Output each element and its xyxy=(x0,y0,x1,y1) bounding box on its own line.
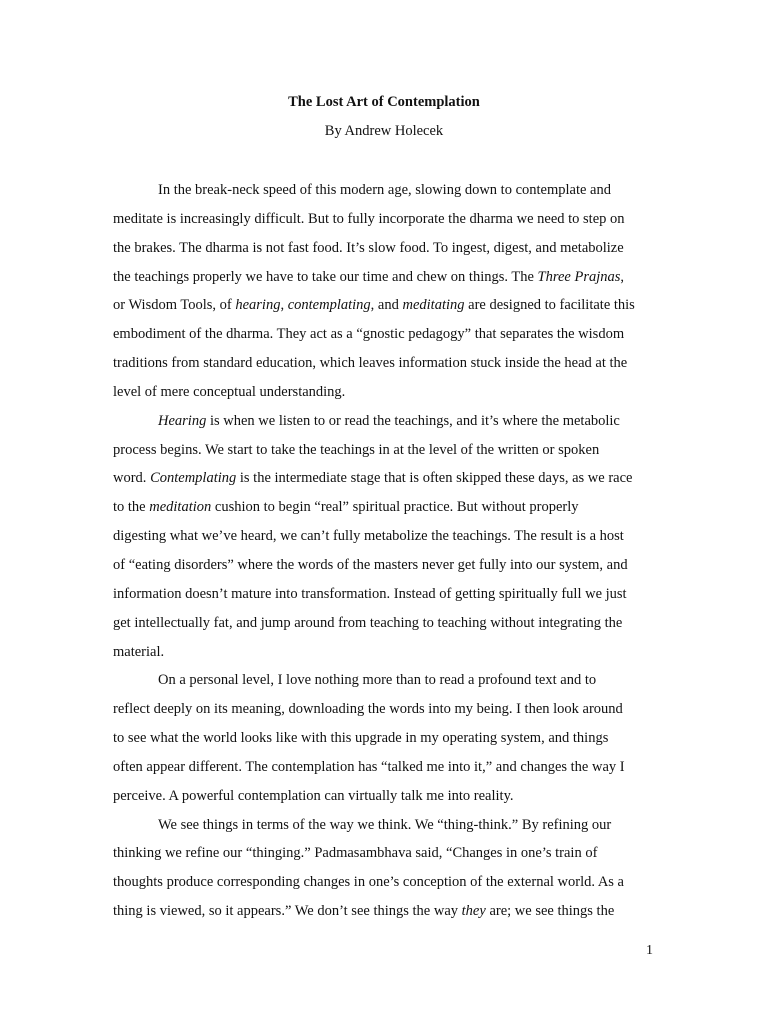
italic-text: Contemplating xyxy=(150,470,237,487)
text-run: is when we listen to or read the teachings, and it’s where the metabolic xyxy=(206,412,620,429)
text-run: , and xyxy=(370,297,403,314)
text-run: In the break-neck speed of this modern age, slowing down to contemplate and xyxy=(158,182,611,198)
text-run: meditate is increasingly difficult. But to fully incorporate the dharma we need to step on xyxy=(113,210,625,227)
text-run: of “eating disorders” where the words of the masters never get fully into our system, and xyxy=(113,556,628,573)
text-run: the brakes. The dharma is not fast food. It’s slow food. To ingest, digest, and metabolize xyxy=(113,239,624,256)
text-run: On a personal level, I love nothing more than to read a profound text and to xyxy=(158,672,597,689)
text-run: often appear different. The contemplation has “talked me into it,” and changes the way I xyxy=(113,758,625,775)
text-run: digesting what we’ve heard, we can’t fully metabolize the teachings. The result is a host xyxy=(113,528,624,545)
text-line xyxy=(113,522,661,551)
body-text xyxy=(113,176,661,926)
italic-text: they xyxy=(461,903,486,920)
text-run: level of mere conceptual understanding. xyxy=(113,383,346,400)
text-line xyxy=(113,291,661,320)
text-run: process begins. We start to take the teachings in at the level of the written or spoken xyxy=(113,441,600,458)
text-run: reflect deeply on its meaning, downloading the words into my being. I then look around xyxy=(113,701,623,718)
text-run: is the intermediate stage that is often skipped these days, as we race xyxy=(236,470,633,487)
text-run: or Wisdom Tools, of xyxy=(113,297,236,314)
text-line xyxy=(113,349,661,378)
text-run: , xyxy=(620,268,625,285)
text-line xyxy=(113,464,661,493)
text-line xyxy=(113,493,661,522)
text-line xyxy=(113,407,661,436)
text-line xyxy=(113,753,661,782)
text-line xyxy=(113,811,661,840)
text-line xyxy=(113,551,661,580)
text-line xyxy=(113,580,661,609)
page-number: 1 xyxy=(646,943,653,958)
text-line xyxy=(113,378,661,407)
italic-text: hearing xyxy=(235,297,281,314)
text-line xyxy=(113,320,661,349)
text-line xyxy=(113,839,661,868)
text-run: to see what the world looks like with this upgrade in my operating system, and things xyxy=(113,730,609,747)
text-run: We see things in terms of the way we think. We “thing-think.” By refining our xyxy=(158,816,612,833)
text-line xyxy=(113,782,661,811)
text-run: are designed to facilitate this xyxy=(464,297,635,314)
text-run: cushion to begin “real” spiritual practice. But without properly xyxy=(211,499,579,516)
text-run: the teachings properly we have to take our time and chew on things. The xyxy=(113,268,538,285)
text-line xyxy=(113,263,661,292)
text-run: get intellectually fat, and jump around from teaching to teaching without integrating the xyxy=(113,614,623,631)
text-line xyxy=(113,205,661,234)
text-run: word. xyxy=(113,470,151,487)
italic-text: Hearing xyxy=(158,412,207,429)
author-byline: By Andrew Holecek xyxy=(324,123,444,139)
text-line xyxy=(113,897,661,926)
text-run: thoughts produce corresponding changes in one’s conception of the external world. As a xyxy=(113,874,624,891)
text-line xyxy=(113,666,661,695)
text-run: information doesn’t mature into transformation. Instead of getting spiritually full we just xyxy=(113,585,627,602)
text-line xyxy=(113,176,661,205)
document-title: The Lost Art of Contemplation xyxy=(288,94,480,110)
text-run: traditions from standard education, which leaves information stuck inside the head at the xyxy=(113,355,628,372)
text-line xyxy=(113,638,661,667)
text-line xyxy=(113,868,661,897)
text-run: thing is viewed, so it appears.” We don’t see things the way xyxy=(113,903,462,920)
italic-text: Three Prajnas xyxy=(537,268,621,285)
text-line xyxy=(113,609,661,638)
italic-text: meditating xyxy=(402,297,465,314)
text-line xyxy=(113,436,661,465)
text-run: perceive. A powerful contemplation can virtually talk me into reality. xyxy=(113,787,514,804)
text-line xyxy=(113,724,661,753)
text-line xyxy=(113,695,661,724)
text-line xyxy=(113,234,661,263)
text-run: thinking we refine our “thinging.” Padmasambhava said, “Changes in one’s train of xyxy=(113,845,598,862)
italic-text: contemplating xyxy=(287,297,371,314)
text-run: are; we see things the xyxy=(485,903,615,920)
text-run: embodiment of the dharma. They act as a “gnostic pedagogy” that separates the wisdom xyxy=(113,326,625,343)
italic-text: meditation xyxy=(149,499,212,516)
text-run: to the xyxy=(113,499,150,516)
text-run: , xyxy=(280,297,288,314)
text-run: material. xyxy=(113,643,165,660)
